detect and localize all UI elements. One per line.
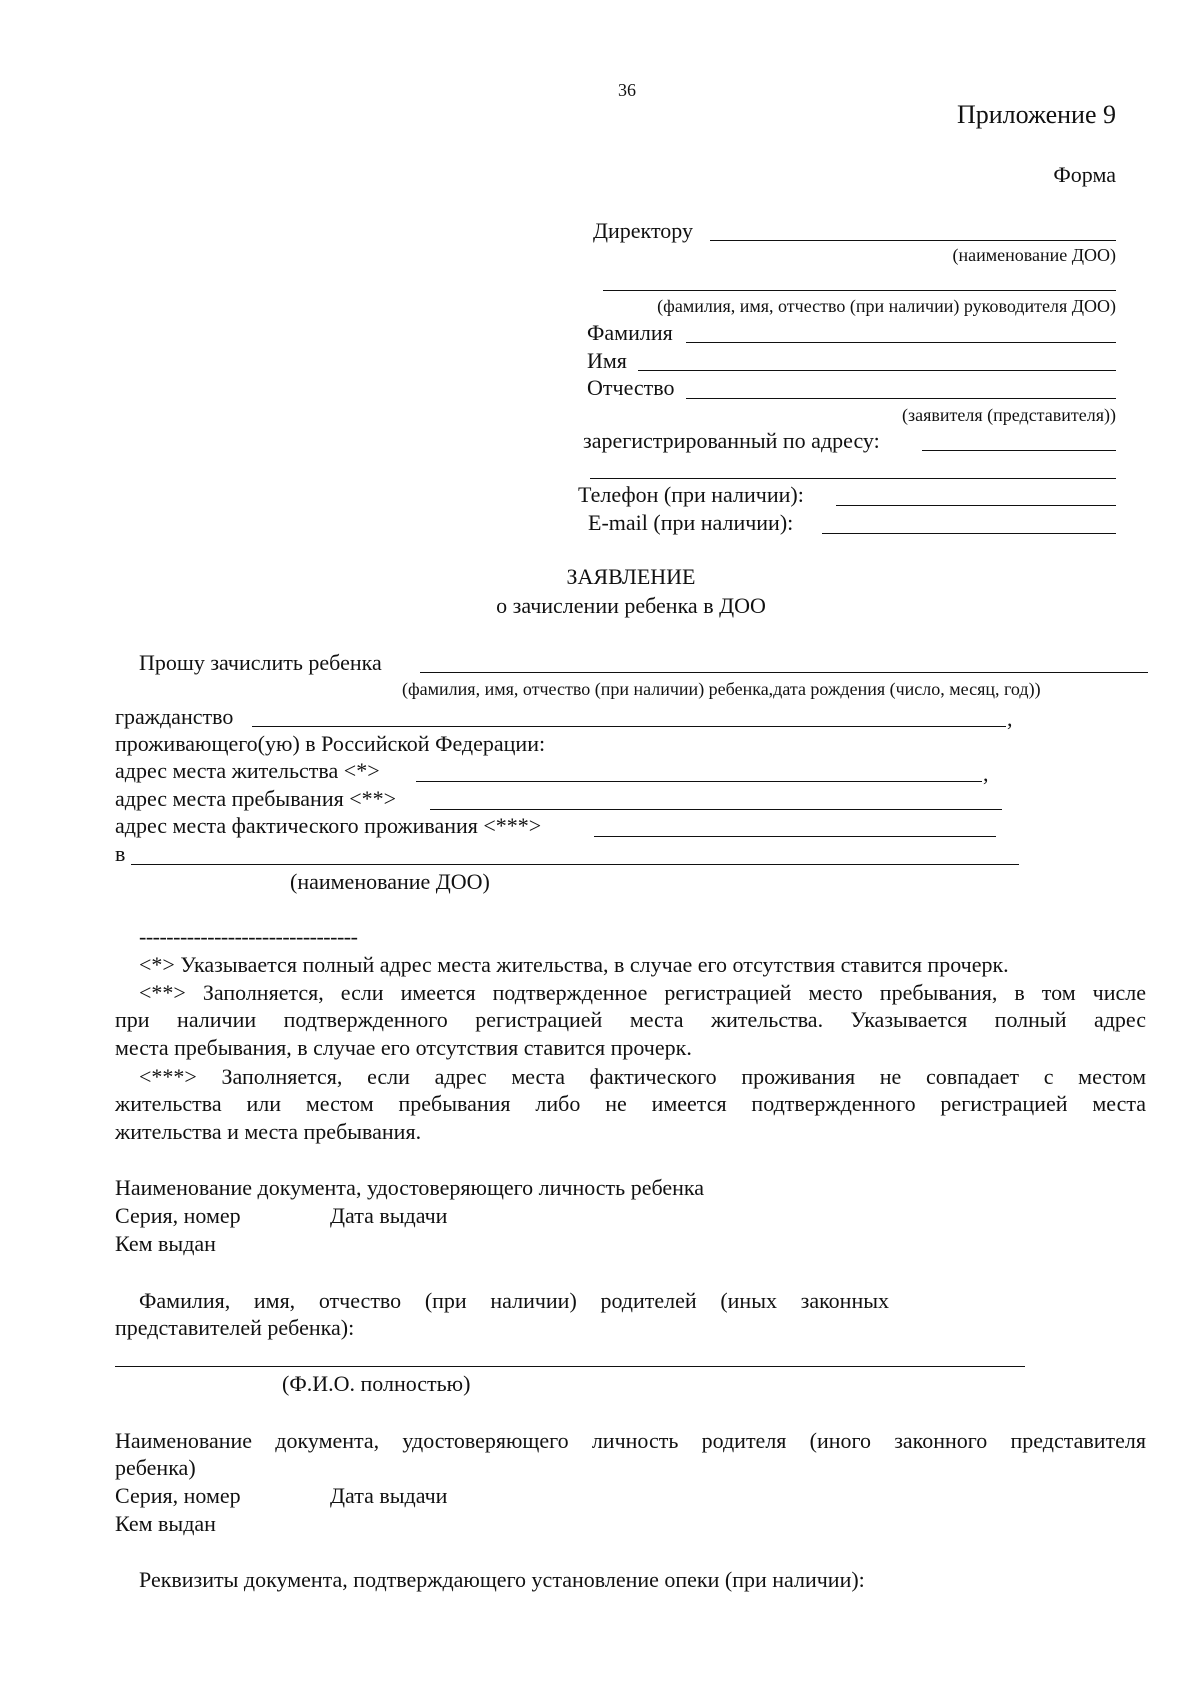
- residence-comma: ,: [983, 761, 989, 786]
- appendix-label: Приложение 9: [956, 100, 1116, 129]
- footnote-3-line-1: <***> Заполняется, если адрес места фактического проживания не совпадает с местом: [139, 1064, 1146, 1089]
- citizenship-line[interactable]: [252, 726, 1006, 727]
- child-line[interactable]: [420, 672, 1148, 673]
- child-issue-date-label: Дата выдачи: [330, 1203, 448, 1228]
- registered-address-label: зарегистрированный по адресу:: [583, 428, 880, 453]
- residing-label: проживающего(ую) в Российской Федерации:: [115, 731, 546, 756]
- citizenship-label: гражданство: [115, 704, 234, 729]
- stay-address-line[interactable]: [430, 809, 1002, 810]
- child-hint: (фамилия, имя, отчество (при наличии) ребенка,дата рождения (число, месяц, год)): [402, 679, 1041, 699]
- child-issued-by-label: Кем выдан: [115, 1231, 216, 1256]
- parents-line-2: представителей ребенка):: [115, 1315, 355, 1340]
- form-label: Форма: [1053, 162, 1116, 187]
- parent-doc-name-line-1: Наименование документа, удостоверяющего личность родителя (иного законного представителя: [115, 1428, 1146, 1453]
- parent-series-number-label: Серия, номер: [115, 1483, 241, 1508]
- stay-address-label: адрес места пребывания <**>: [115, 786, 397, 811]
- email-label: E-mail (при наличии):: [588, 510, 794, 535]
- residence-address-line[interactable]: [416, 781, 982, 782]
- name-label: Имя: [587, 348, 627, 373]
- residence-address-label: адрес места жительства <*>: [115, 758, 380, 783]
- patronymic-label: Отчество: [587, 375, 675, 400]
- phone-line[interactable]: [836, 505, 1116, 506]
- parent-issued-by-label: Кем выдан: [115, 1511, 216, 1536]
- footnote-separator: --------------------------------: [139, 924, 358, 949]
- head-name-line[interactable]: [603, 290, 1116, 291]
- surname-label: Фамилия: [587, 320, 673, 345]
- child-doc-name-label: Наименование документа, удостоверяющего личность ребенка: [115, 1175, 705, 1200]
- actual-address-label: адрес места фактического проживания <***>: [115, 813, 542, 838]
- doo-name-line[interactable]: [710, 240, 1116, 241]
- parents-line-1: Фамилия, имя, отчество (при наличии) родителей (иных законных: [139, 1288, 889, 1313]
- parents-fio-line[interactable]: [115, 1366, 1025, 1367]
- surname-line[interactable]: [686, 342, 1116, 343]
- footnote-2-line-2: при наличии подтвержденного регистрацией места жительства. Указывается полный адрес: [115, 1007, 1146, 1032]
- footnote-3-line-3: жительства и места пребывания.: [115, 1119, 422, 1144]
- child-series-number-label: Серия, номер: [115, 1203, 241, 1228]
- footnote-1: <*> Указывается полный адрес места жительства, в случае его отсутствия ставится прочерк.: [139, 952, 1009, 977]
- doo-hint: (наименование ДОО): [290, 869, 490, 894]
- request-label: Прошу зачислить ребенка: [139, 650, 382, 675]
- registered-address-line[interactable]: [922, 450, 1116, 451]
- citizenship-comma: ,: [1007, 706, 1013, 731]
- page-number: 36: [618, 80, 636, 100]
- footnote-2-line-3: места пребывания, в случае его отсутствия ставится прочерк.: [115, 1035, 692, 1060]
- name-line[interactable]: [638, 370, 1116, 371]
- footnote-2-line-1: <**> Заполняется, если имеется подтвержденное регистрацией место пребывания, в том числе: [139, 980, 1146, 1005]
- footnote-3-line-2: жительства или местом пребывания либо не имеется подтвержденного регистрацией места: [115, 1091, 1146, 1116]
- registered-address-line-2[interactable]: [590, 478, 1116, 479]
- document-subtitle: о зачислении ребенка в ДОО: [496, 593, 766, 618]
- parent-issue-date-label: Дата выдачи: [330, 1483, 448, 1508]
- in-label: в: [115, 841, 126, 866]
- director-label: Директору: [593, 218, 693, 243]
- head-name-hint: (фамилия, имя, отчество (при наличии) руководителя ДОО): [657, 296, 1116, 316]
- guardianship-label: Реквизиты документа, подтверждающего установление опеки (при наличии):: [139, 1567, 865, 1592]
- doo-name-hint: (наименование ДОО): [952, 245, 1116, 265]
- parent-doc-name-line-2: ребенка): [115, 1455, 196, 1480]
- email-line[interactable]: [822, 533, 1116, 534]
- patronymic-line[interactable]: [686, 398, 1116, 399]
- actual-address-line[interactable]: [594, 836, 996, 837]
- phone-label: Телефон (при наличии):: [578, 482, 804, 507]
- parents-fio-hint: (Ф.И.О. полностью): [282, 1371, 471, 1396]
- document-title: ЗАЯВЛЕНИЕ: [566, 564, 696, 589]
- applicant-hint: (заявителя (представителя)): [902, 405, 1116, 425]
- doo-line[interactable]: [131, 864, 1019, 865]
